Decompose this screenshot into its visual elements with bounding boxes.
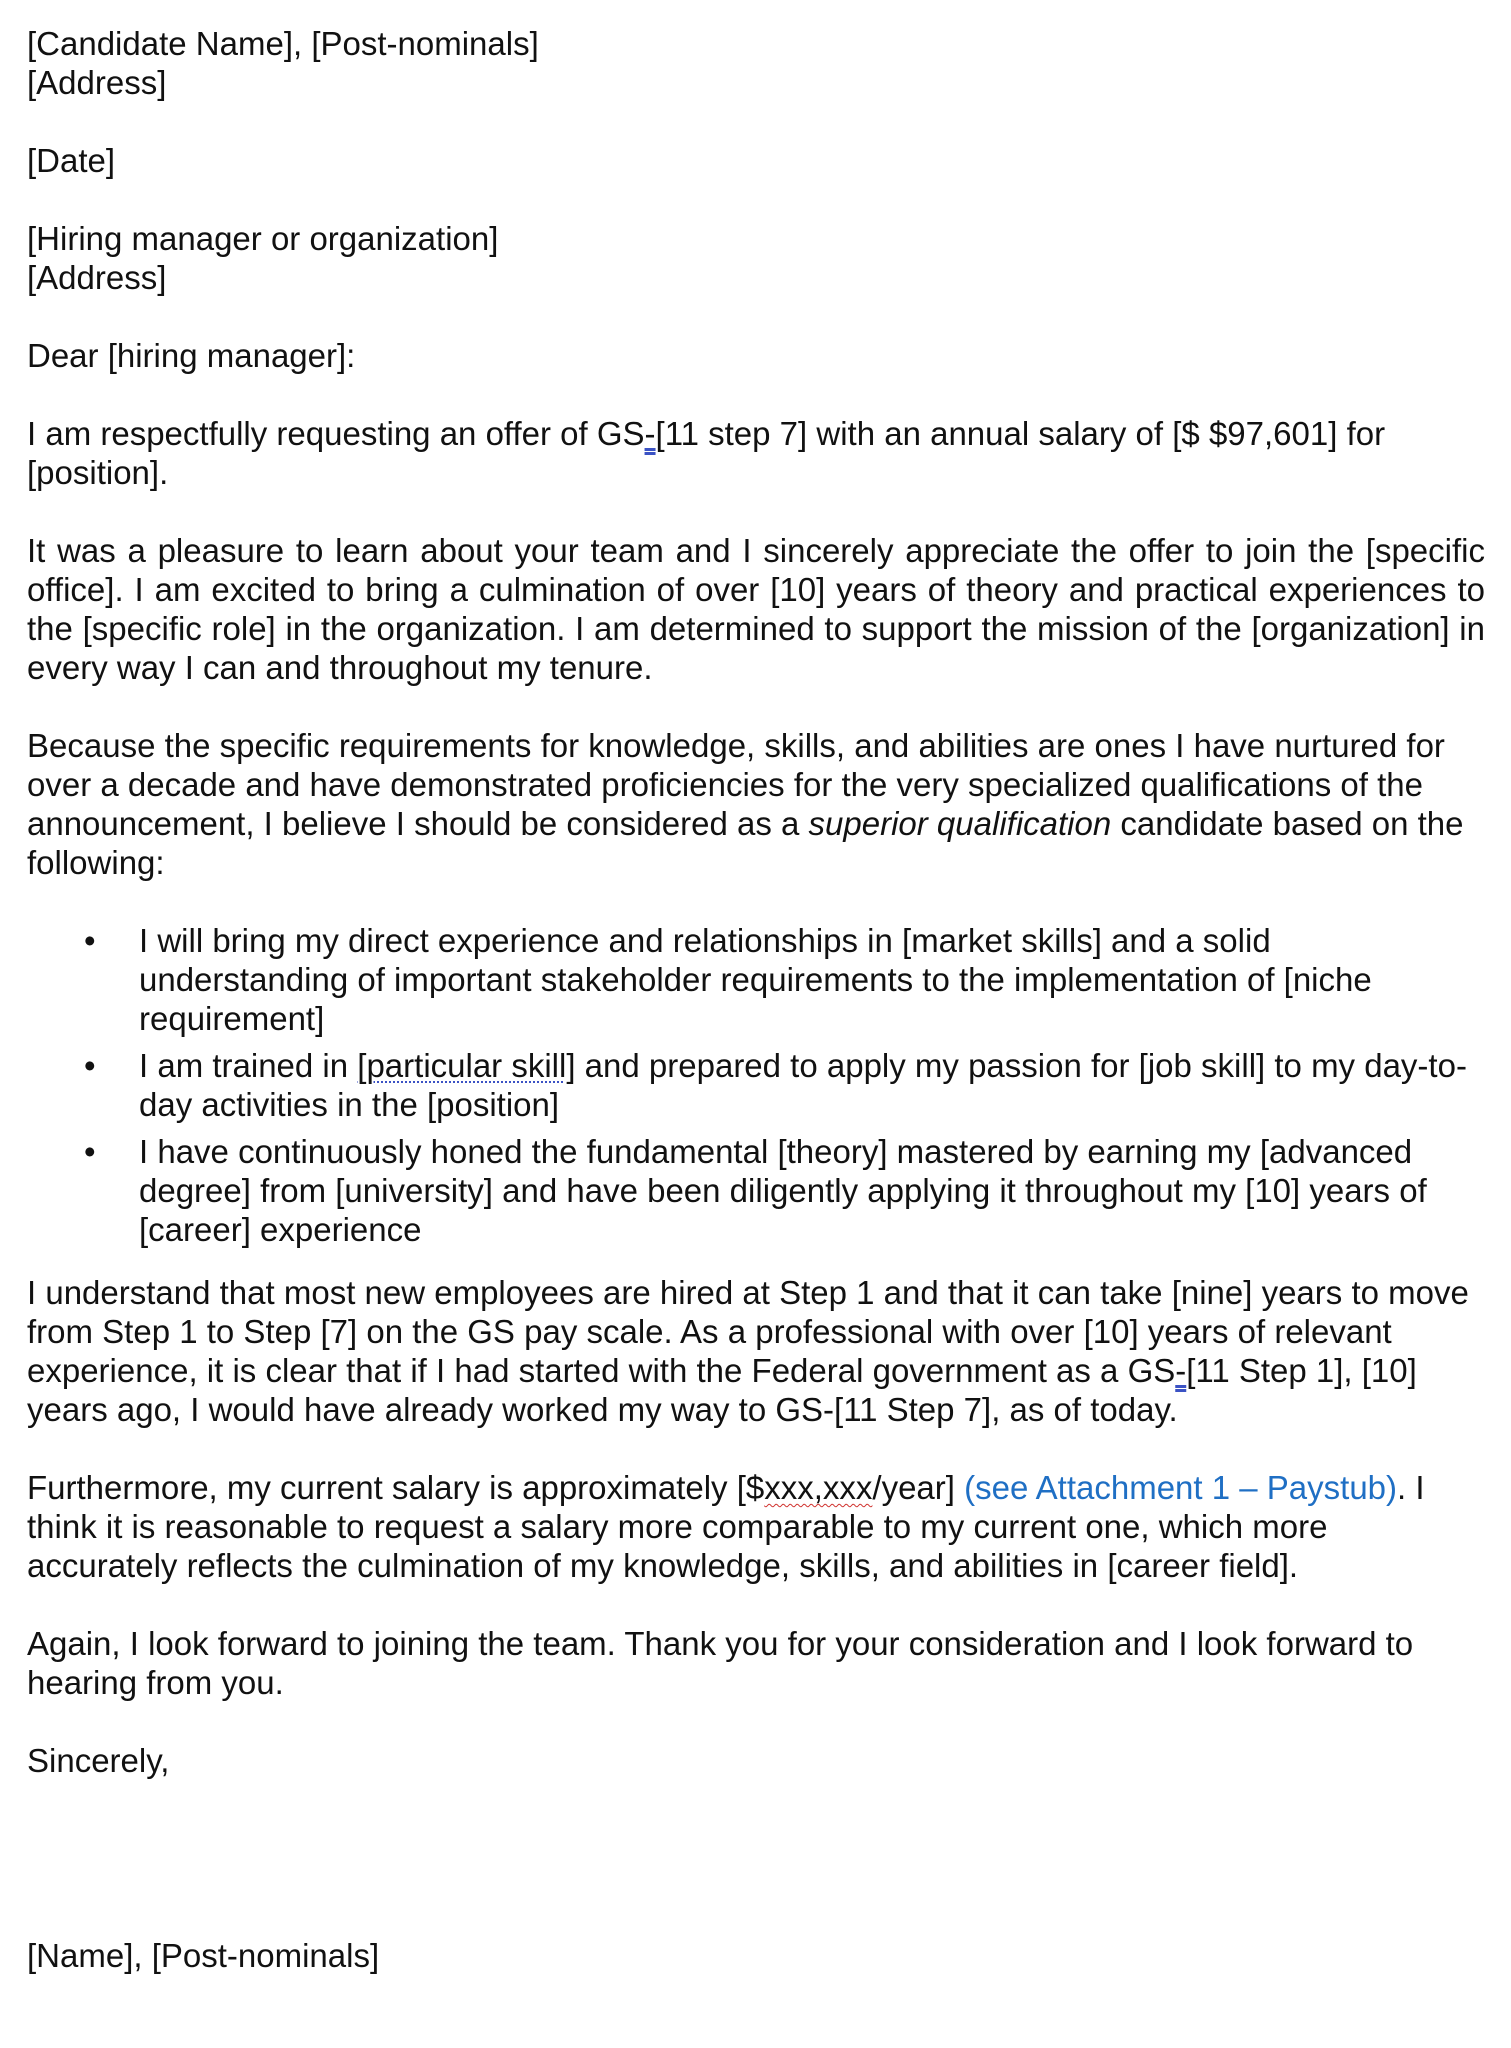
recipient-block [27, 219, 1485, 297]
emphasis-text: superior qualification [808, 805, 1112, 842]
paragraph-request: I am respectfully requesting an offer of GS-[11 step 7] with an annual salary of [$ $97,601] for [position]. [27, 415, 1386, 491]
sender-block [27, 24, 1485, 102]
list-item: • I will bring my direct experience and relationships in [market skills] and a solid understanding of important stakeholder requirements to the implementation of [niche requirement] [84, 922, 1372, 1037]
signature: [Name], [Post-nominals] [27, 1937, 380, 1974]
paragraph-qualifications: Because the specific requirements for knowledge, skills, and abilities are ones I have nurtured for over a decade and have demonstrated proficiencies for the very specialized qualifications of the announcement, I believe I should be considered as a superior qualification candidate based on the following: [27, 727, 1464, 881]
candidate-address: [Address] [27, 64, 167, 101]
list-item: • I have continuously honed the fundamental [theory] mastered by earning my [advanced degree] from [university] and have been diligently applying it throughout my [10] years of [career] experience [84, 1133, 1427, 1248]
paragraph-closing: Again, I look forward to joining the team. Thank you for your consideration and I look forward to hearing from you. [27, 1625, 1414, 1701]
bullet-icon: • [84, 922, 96, 959]
spelling-error[interactable]: xxx,xxx [764, 1469, 873, 1506]
bullet-icon: • [84, 1133, 96, 1170]
paragraph-step-scale: I understand that most new employees are hired at Step 1 and that it can take [nine] years to move from Step 1 to Step [7] on the GS pay scale. As a professional with over [10] years of relevant experience, it is clear that if I had started with the Federal government as a GS-[11 Step 1], [10] years ago, I would have already worked my way to GS-[11 Step 7], as of today. [27, 1274, 1469, 1428]
grammar-flag[interactable]: - [1175, 1352, 1187, 1389]
attachment-link[interactable]: (see Attachment 1 – Paystub) [964, 1469, 1398, 1506]
list-item: • I am trained in [particular skill] and prepared to apply my passion for [job skill] to my day-to-day activities in the [position] [84, 1047, 1467, 1123]
letter-page [27, 24, 1485, 1975]
grammar-flag[interactable]: [particular skill] [357, 1047, 576, 1084]
recipient-address: [Address] [27, 259, 167, 296]
grammar-flag[interactable]: - [644, 415, 656, 452]
candidate-name: [Candidate Name], [Post-nominals] [27, 25, 539, 62]
recipient-name: [Hiring manager or organization] [27, 220, 499, 257]
salutation: Dear [hiring manager]: [27, 337, 356, 374]
qualification-list [27, 921, 1485, 1249]
paragraph-pleasure: It was a pleasure to learn about your team and I sincerely appreciate the offer to join the [specific office]. I am excited to bring a culmination of over [10] years of theory and practical experiences to the [specific role] in the organization. I am determined to support the mission of the [organization] in every way I can and throughout my tenure. [27, 532, 1485, 686]
letter-date: [Date] [27, 142, 116, 179]
bullet-icon: • [84, 1047, 96, 1084]
paragraph-salary: Furthermore, my current salary is approximately [$xxx,xxx/year] (see Attachment 1 – Paystub). I think it is reasonable to request a salary more comparable to my current one, which more accurately reflects the culmination of my knowledge, skills, and abilities in [career field]. [27, 1469, 1425, 1584]
closing: Sincerely, [27, 1742, 170, 1779]
